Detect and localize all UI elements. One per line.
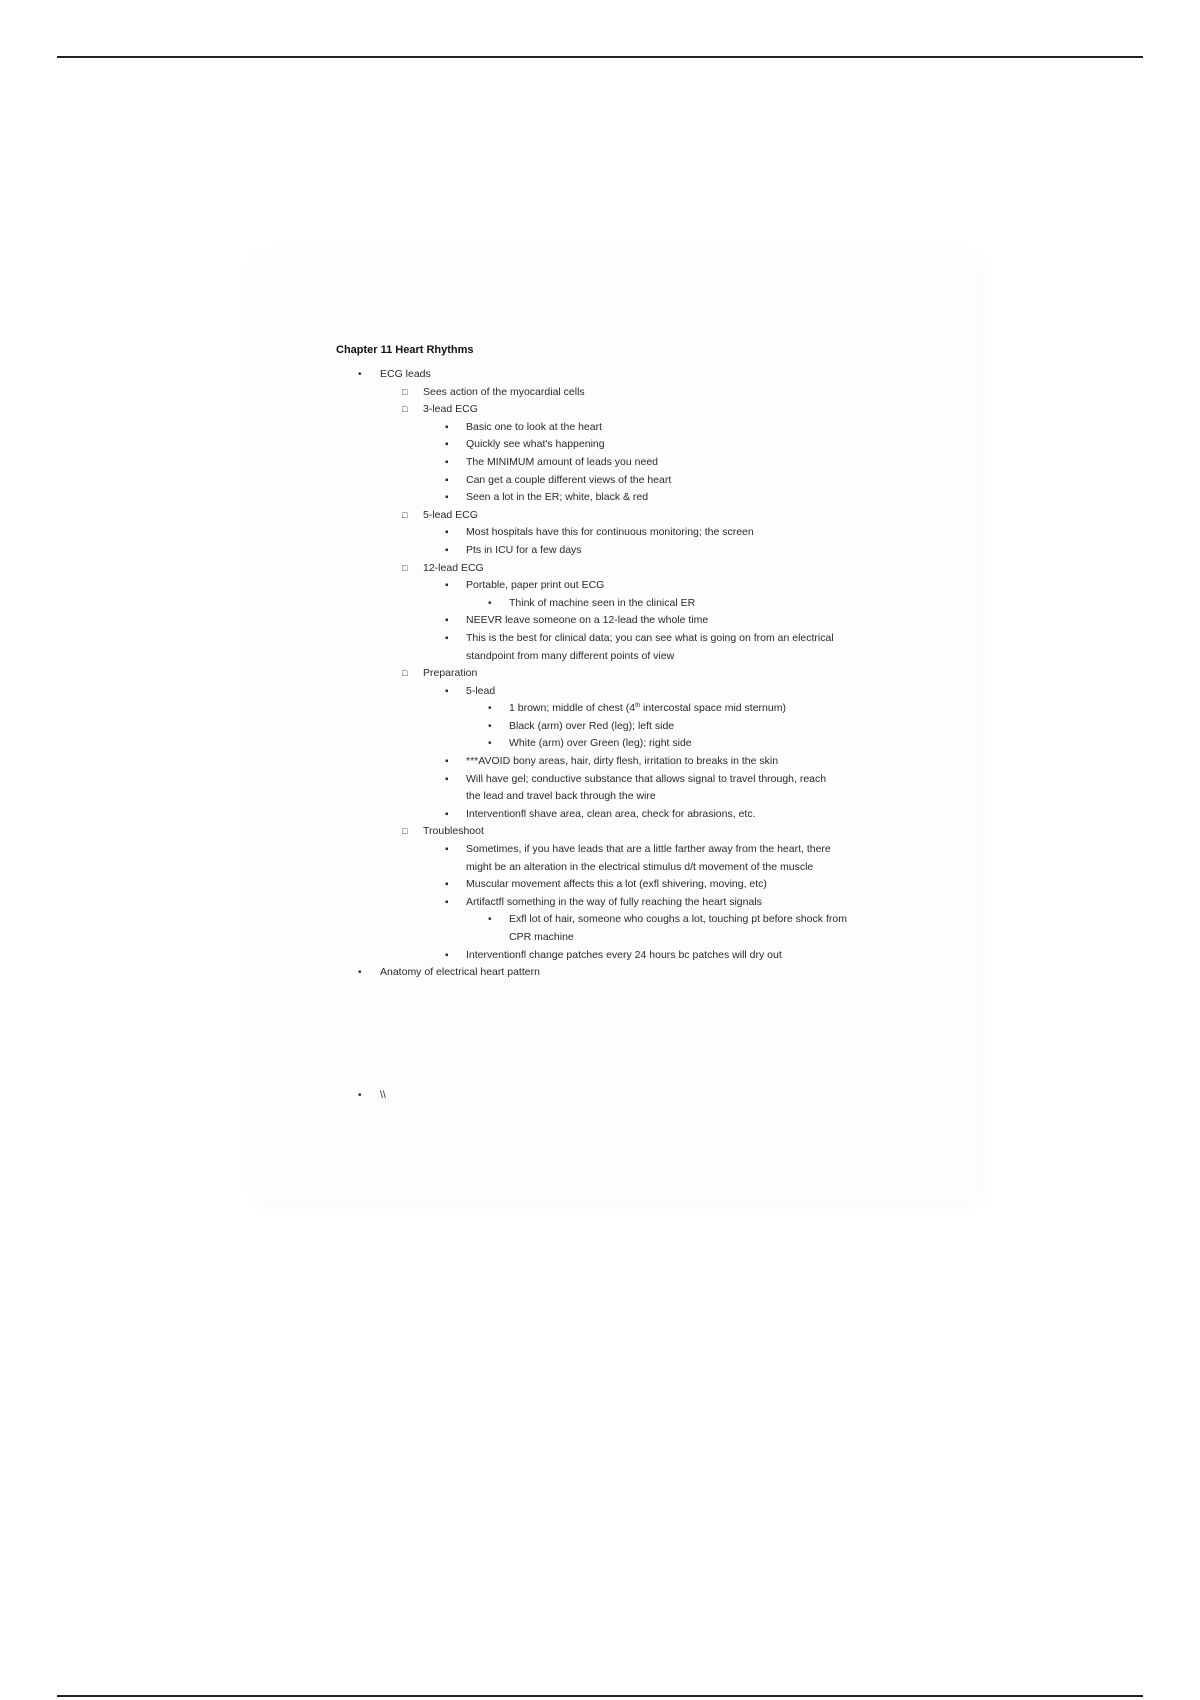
outline-item-text: \\ xyxy=(380,1088,386,1101)
outline-item-text: Artifactfl something in the way of fully reaching the heart signals xyxy=(466,895,762,908)
document-title: Chapter 11 Heart Rhythms xyxy=(336,344,474,356)
outline-item xyxy=(336,507,936,525)
outline-item-text: NEEVR leave someone on a 12-lead the whole time xyxy=(466,614,709,627)
bullet-marker: ▪ xyxy=(445,756,449,768)
bullet-marker: • xyxy=(488,914,492,926)
outline-item-text: CPR machine xyxy=(509,931,574,943)
bullet-marker: ▪ xyxy=(445,844,449,856)
outline-item xyxy=(336,735,936,753)
bullet-marker: • xyxy=(358,1089,362,1101)
outline-item xyxy=(336,630,936,648)
bullet-marker: ▪ xyxy=(445,949,449,961)
outline-item-text: Seen a lot in the ER; white, black & red xyxy=(466,491,649,504)
outline-item xyxy=(336,419,936,437)
outline-item-text: Black (arm) over Red (leg); left side xyxy=(509,719,675,732)
bullet-marker: • xyxy=(488,597,492,609)
bullet-marker: □ xyxy=(402,826,408,837)
bullet-marker: ▪ xyxy=(445,685,449,697)
outline-item xyxy=(336,366,936,384)
outline-item xyxy=(336,577,936,595)
outline-item-text: Exfl lot of hair, someone who coughs a lot, touching pt before shock from xyxy=(509,913,847,926)
outline-item xyxy=(336,665,936,683)
bullet-marker: ▪ xyxy=(445,808,449,820)
outline-item-text: Basic one to look at the heart xyxy=(466,420,603,433)
bullet-marker: ▪ xyxy=(445,439,449,451)
bullet-marker: ▪ xyxy=(445,896,449,908)
outline-item-text: 5-lead xyxy=(466,684,496,697)
bullet-marker: • xyxy=(488,703,492,715)
bullet-marker: ▪ xyxy=(445,544,449,556)
outline-item-text: Sees action of the myocardial cells xyxy=(423,385,585,398)
header-rule xyxy=(57,56,1143,58)
outline-item xyxy=(336,876,936,894)
outline-item-text: Anatomy of electrical heart pattern xyxy=(380,966,540,979)
outline-item-text: The MINIMUM amount of leads you need xyxy=(466,455,659,468)
outline-item-text: Muscular movement affects this a lot (exfl shivering, moving, etc) xyxy=(466,878,767,891)
outline-item-text: 3-lead ECG xyxy=(423,403,478,416)
outline-item xyxy=(336,489,936,507)
outline-item-text: Interventionfl change patches every 24 hours bc patches will dry out xyxy=(466,948,782,961)
outline-item-text: ECG leads xyxy=(380,368,431,380)
outline-item-text: 12-lead ECG xyxy=(423,561,484,574)
outline-item-text: might be an alteration in the electrical stimulus d/t movement of the muscle xyxy=(466,860,814,873)
outline-item xyxy=(336,542,936,560)
bullet-marker: • xyxy=(488,720,492,732)
bullet-marker: ▪ xyxy=(445,580,449,592)
outline-trailing-list xyxy=(336,1087,936,1105)
document-content xyxy=(336,342,936,1104)
outline-item xyxy=(336,788,936,806)
outline-item-text: Can get a couple different views of the heart xyxy=(466,473,672,486)
outline-item xyxy=(336,841,936,859)
outline-item-text: Interventionfl shave area, clean area, check for abrasions, etc. xyxy=(466,807,756,820)
bullet-marker: ▪ xyxy=(445,615,449,627)
outline-item xyxy=(336,472,936,490)
outline-item xyxy=(336,384,936,402)
outline-item-text: Troubleshoot xyxy=(423,825,484,838)
outline-item xyxy=(336,859,936,877)
outline-item-text: Most hospitals have this for continuous monitoring; the screen xyxy=(466,526,754,539)
outline-item xyxy=(336,894,936,912)
outline-item-text: Preparation xyxy=(423,667,478,680)
outline-item xyxy=(336,524,936,542)
outline-item-text: Sometimes, if you have leads that are a little farther away from the heart, there xyxy=(466,843,831,856)
outline-item-text: Think of machine seen in the clinical ER xyxy=(509,596,696,609)
bullet-marker: ▪ xyxy=(445,474,449,486)
outline-item xyxy=(336,595,936,613)
outline-item xyxy=(336,964,936,982)
bullet-marker: • xyxy=(488,738,492,750)
outline-item xyxy=(336,612,936,630)
bullet-marker: • xyxy=(358,967,362,979)
outline-item-text: the lead and travel back through the wire xyxy=(466,790,656,803)
bullet-marker: □ xyxy=(402,509,408,520)
outline-item xyxy=(336,947,936,965)
bullet-marker: □ xyxy=(402,386,408,397)
outline-item xyxy=(336,911,936,929)
bullet-marker: ▪ xyxy=(445,879,449,891)
outline-item-text: Portable, paper print out ECG xyxy=(466,579,605,592)
outline-item-text: ***AVOID bony areas, hair, dirty flesh, irritation to breaks in the skin xyxy=(466,755,779,768)
bullet-marker: □ xyxy=(402,404,408,415)
bullet-marker: ▪ xyxy=(445,492,449,504)
outline-item-text: White (arm) over Green (leg); right side xyxy=(509,737,692,750)
bullet-marker: ▪ xyxy=(445,456,449,468)
bullet-marker: □ xyxy=(402,668,408,679)
outline-item xyxy=(336,648,936,666)
bullet-marker: ▪ xyxy=(445,527,449,539)
outline-item xyxy=(336,1087,936,1105)
bullet-marker: ▪ xyxy=(445,773,449,785)
blank-space xyxy=(336,982,936,1087)
bullet-marker: □ xyxy=(402,562,408,573)
bullet-marker: ▪ xyxy=(445,632,449,644)
outline-item xyxy=(336,771,936,789)
outline-item-text: 5-lead ECG xyxy=(423,508,478,521)
outline-item-text: 1 brown; middle of chest (4th intercostal space mid sternum) xyxy=(509,702,786,715)
outline-item xyxy=(336,683,936,701)
outline-item-text: Quickly see what's happening xyxy=(466,438,605,451)
outline-item xyxy=(336,436,936,454)
outline-item-text: Will have gel; conductive substance that allows signal to travel through, reach xyxy=(466,772,827,785)
outline-item-text: standpoint from many different points of view xyxy=(466,649,675,662)
outline-item xyxy=(336,560,936,578)
outline-item xyxy=(336,806,936,824)
outline-list xyxy=(336,366,936,982)
outline-item xyxy=(336,401,936,419)
outline-item-text: This is the best for clinical data; you can see what is going on from an electrical xyxy=(466,631,834,644)
outline-item xyxy=(336,753,936,771)
bullet-marker: ▪ xyxy=(445,421,449,433)
outline-item-text: Pts in ICU for a few days xyxy=(466,543,582,556)
bullet-marker: • xyxy=(358,369,362,380)
outline-item xyxy=(336,718,936,736)
outline-item xyxy=(336,700,936,718)
outline-item xyxy=(336,823,936,841)
outline-item xyxy=(336,454,936,472)
outline-item xyxy=(336,929,936,947)
footer-rule xyxy=(57,1695,1143,1697)
